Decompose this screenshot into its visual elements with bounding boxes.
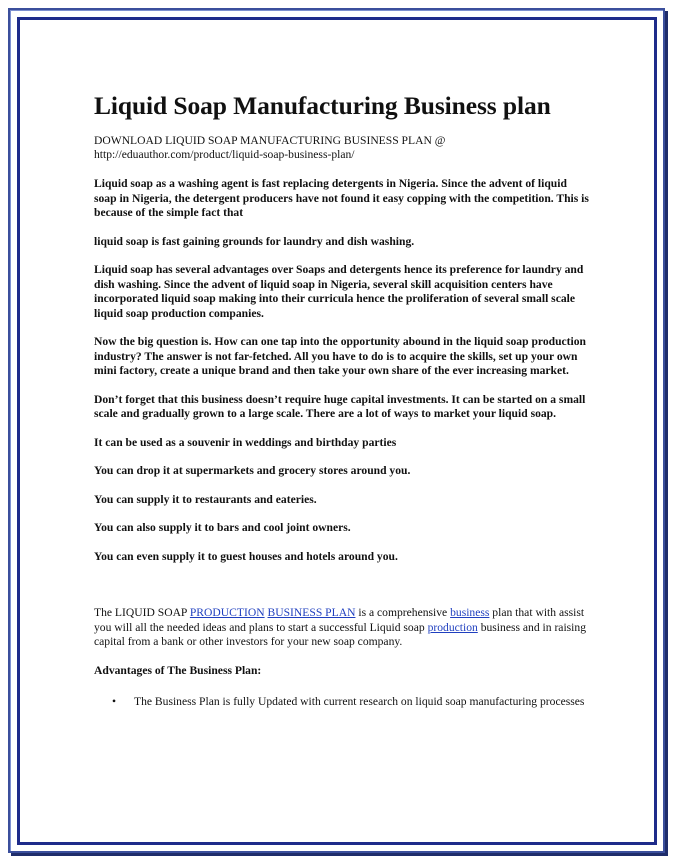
paragraph-2: liquid soap is fast gaining grounds for laundry and dish washing. [94,234,415,248]
intro-text-4: plan that with assist you will all the needed ideas and plans to start a successful Liquid soap [94,606,585,634]
document-page [94,90,589,710]
paragraph-1: Liquid soap as a washing agent is fast replacing detergents in Nigeria. Since the advent of liquid soap in Nigeria, the detergent producers have not found it easy copping with the competition. This is because of the simple fact that [94,177,589,219]
list-item-text: The Business Plan is fully Updated with current research on liquid soap manufacturing processes [134,695,585,708]
business-link[interactable]: business [450,606,490,619]
paragraph-5: Don’t forget that this business doesn’t require huge capital investments. It can be started on a small scale and gradually grown to a large scale. There are a lot of ways to market your liquid soap. [94,392,586,420]
paragraph-7: You can drop it at supermarkets and grocery stores around you. [94,464,411,477]
intro-text-5: business and in raising capital from a bank or other investors for your new soap company. [94,620,586,648]
download-url[interactable]: http://eduauthor.com/product/liquid-soap-business-plan/ [94,148,355,161]
paragraph-8: You can supply it to restaurants and eateries. [94,492,317,506]
advantages-list [94,695,589,710]
advantages-heading: Advantages of The Business Plan: [94,663,262,677]
page-title: Liquid Soap Manufacturing Business plan [94,91,551,120]
download-heading: DOWNLOAD LIQUID SOAP MANUFACTURING BUSINESS PLAN @ [94,134,446,147]
paragraph-3: Liquid soap has several advantages over Soaps and detergents hence its preference for laundry and dish washing. Since the advent of liquid soap in Nigeria, several skill acquisition centers have incorporated liquid soap making into their curricula hence the proliferation of several small scale liquid soap production companies. [94,263,584,320]
paragraph-9: You can also supply it to bars and cool joint owners. [94,521,351,534]
bullet-icon: • [112,695,117,708]
production-link-2[interactable]: production [427,620,478,634]
list-item [94,695,589,710]
business-plan-link[interactable]: BUSINESS PLAN [267,606,356,619]
intro-paragraph [94,606,589,650]
paragraph-4: Now the big question is. How can one tap into the opportunity abound in the liquid soap production industry? The answer is not far-fetched. All you have to do is to acquire the skills, set up your own mini factory, create a unique brand and then take your own share of the ever increasing market. [94,335,586,377]
intro-text-3: is a comprehensive [355,606,451,619]
production-link[interactable]: PRODUCTION [189,606,265,619]
download-notice [94,134,589,162]
paragraph-10: You can even supply it to guest houses and hotels around you. [94,549,398,563]
intro-text-1: The LIQUID SOAP [94,606,190,619]
paragraph-6: It can be used as a souvenir in weddings and birthday parties [94,435,397,449]
